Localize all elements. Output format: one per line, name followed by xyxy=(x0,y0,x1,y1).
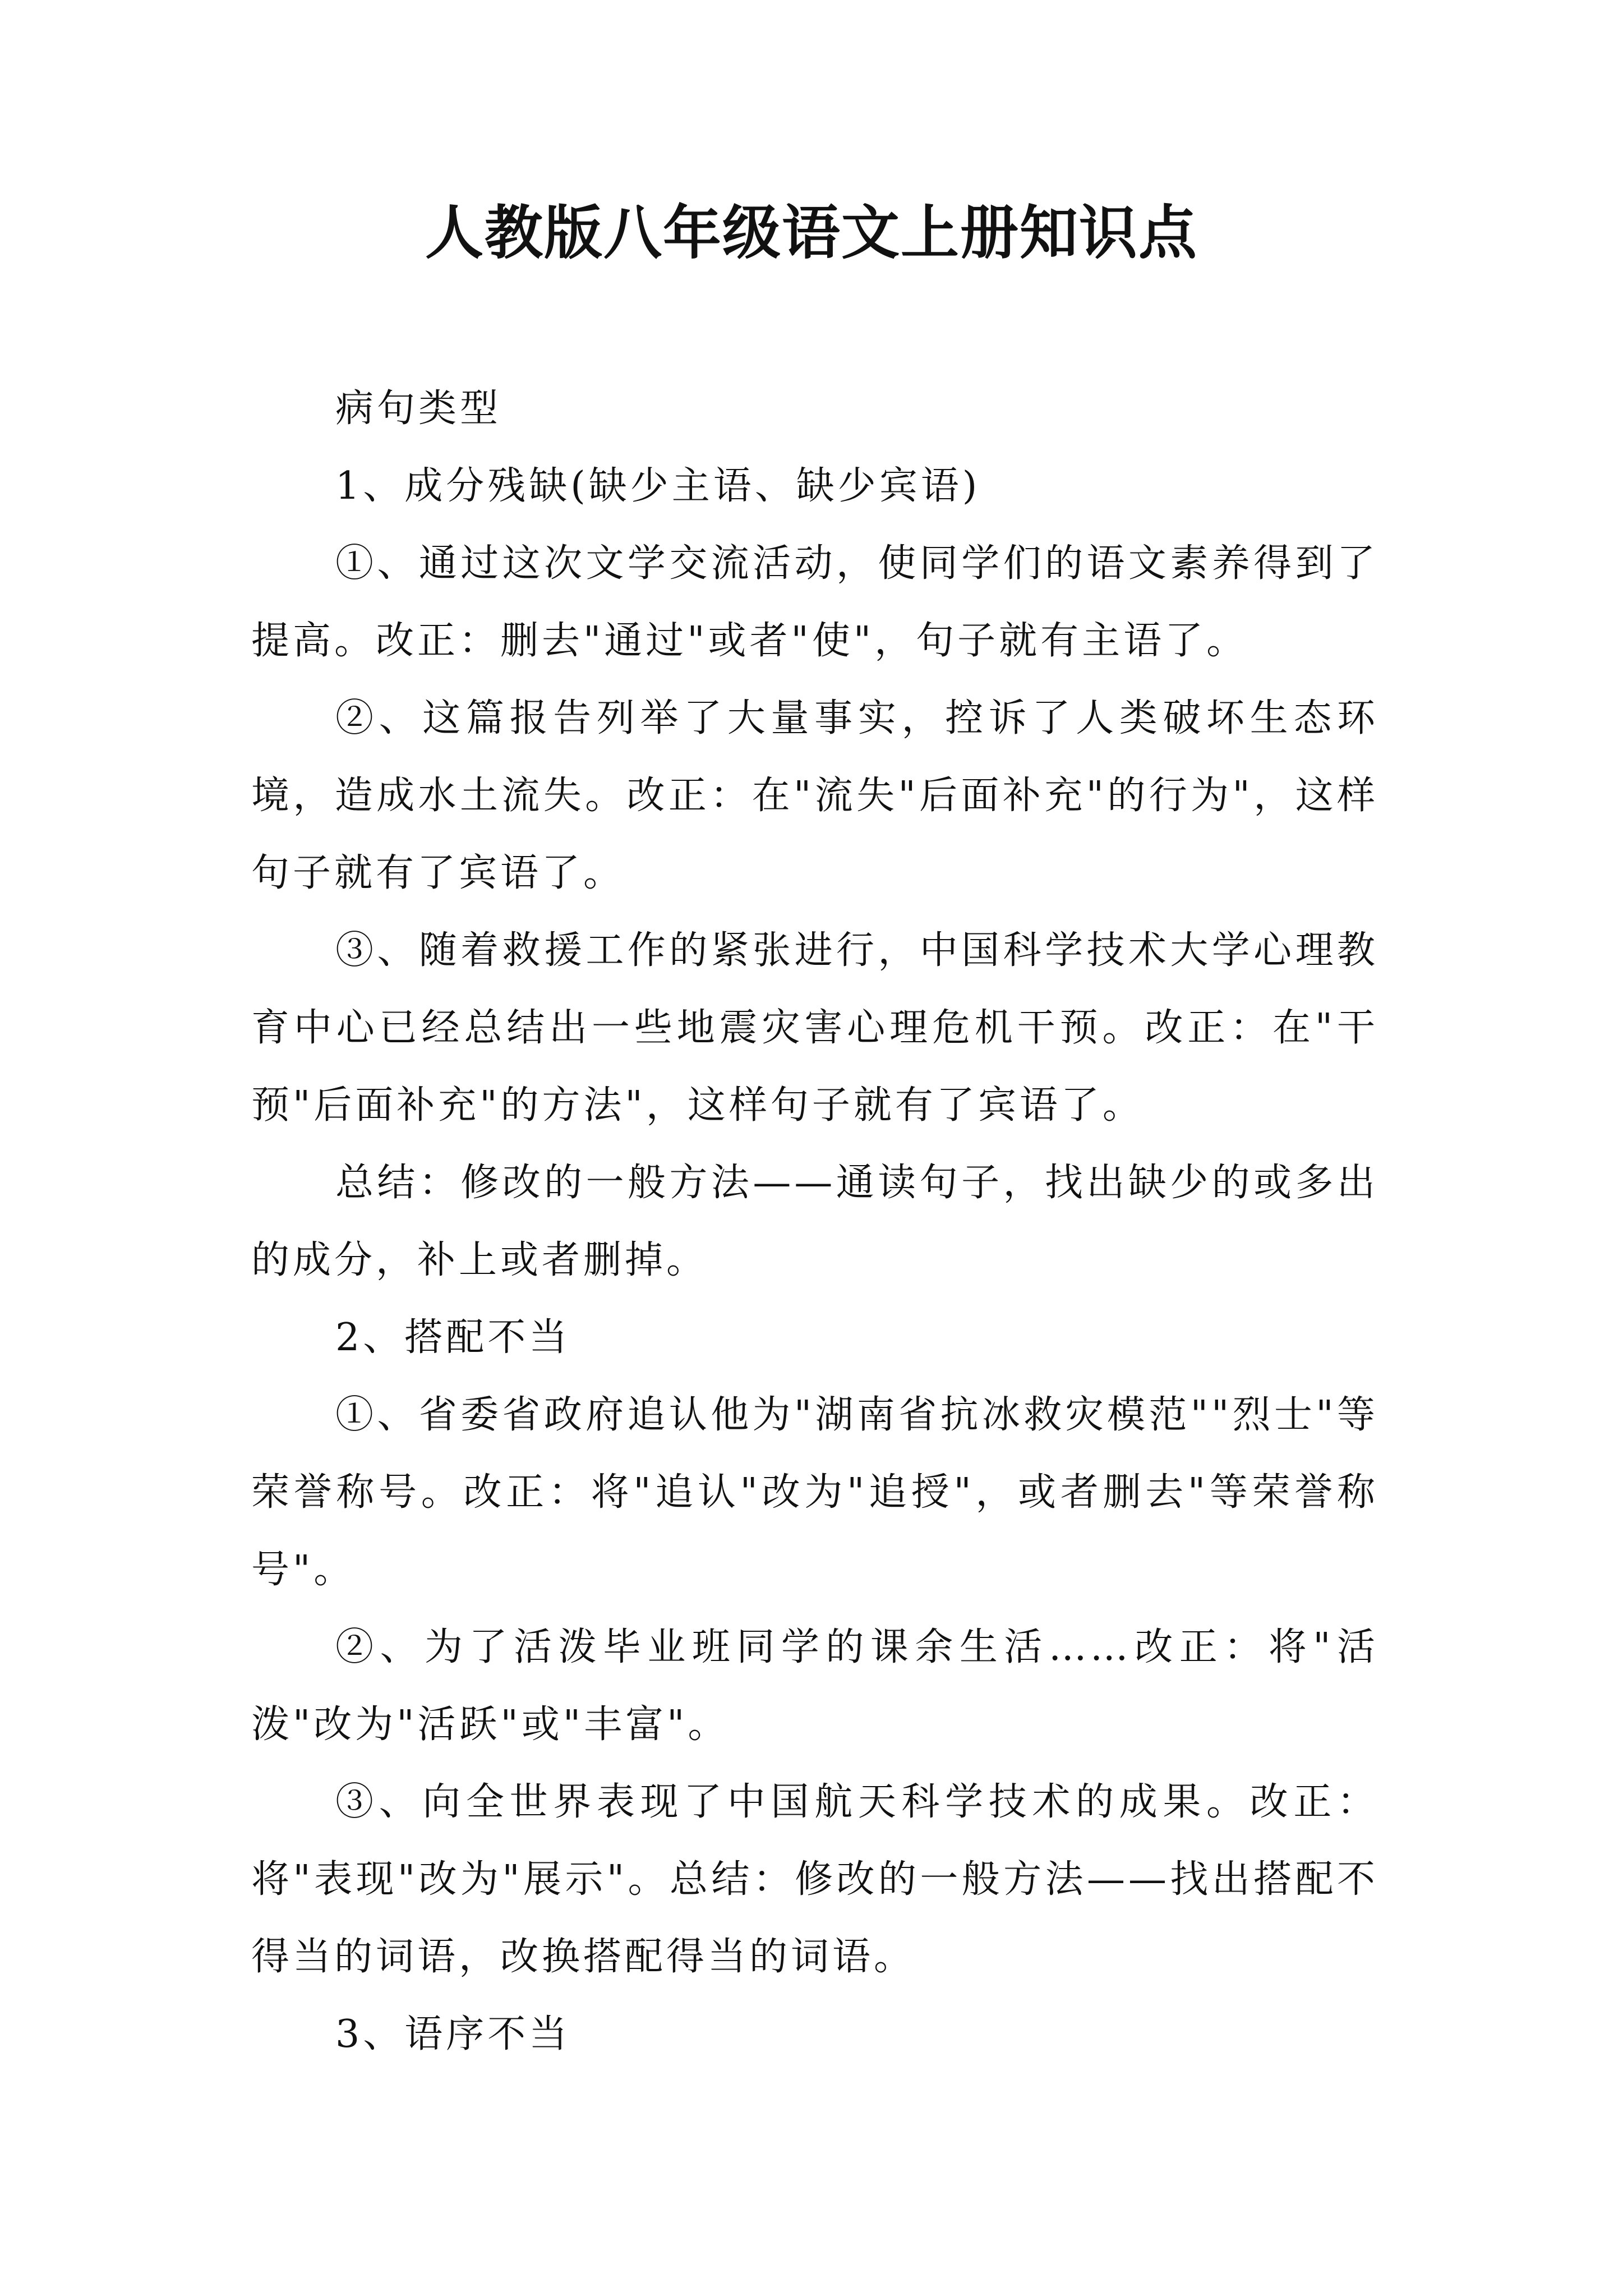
paragraph-section-heading: 病句类型 xyxy=(335,386,502,431)
document-title: 人教版八年级语文上册知识点 xyxy=(425,198,1198,267)
paragraph-example-2-3: ③、向全世界表现了中国航天科学技术的成果。改正：将"表现"改为"展示"。总结：修改的一般方法——找出搭配不得当的词语，改换搭配得当的词语。 xyxy=(251,1780,1378,1979)
paragraph-item-2-heading: 2、搭配不当 xyxy=(335,1315,571,1360)
paragraph-item-3-heading: 3、语序不当 xyxy=(335,2012,571,2056)
paragraph-example-1-1: ①、通过这次文学交流活动，使同学们的语文素养得到了提高。改正：删去"通过"或者"使"，句子就有主语了。 xyxy=(251,541,1378,663)
paragraph-example-2-2: ②、为了活泼毕业班同学的课余生活……改正：将"活泼"改为"活跃"或"丰富"。 xyxy=(251,1625,1378,1747)
paragraph-item-1-heading: 1、成分残缺(缺少主语、缺少宾语) xyxy=(335,464,981,508)
paragraph-summary-1: 总结：修改的一般方法——通读句子，找出缺少的或多出的成分，补上或者删掉。 xyxy=(251,1161,1378,1282)
paragraph-example-1-2: ②、这篇报告列举了大量事实，控诉了人类破坏生态环境，造成水土流失。改正：在"流失"后面补充"的行为"，这样句子就有了宾语了。 xyxy=(251,696,1378,895)
paragraph-example-1-3: ③、随着救援工作的紧张进行，中国科学技术大学心理教育中心已经总结出一些地震灾害心理危机干预。改正：在"干预"后面补充"的方法"，这样句子就有了宾语了。 xyxy=(251,928,1378,1128)
document-body xyxy=(251,370,1378,2073)
paragraph-example-2-1: ①、省委省政府追认他为"湖南省抗冰救灾模范""烈士"等荣誉称号。改正：将"追认"改为"追授"，或者删去"等荣誉称号"。 xyxy=(251,1393,1378,1592)
